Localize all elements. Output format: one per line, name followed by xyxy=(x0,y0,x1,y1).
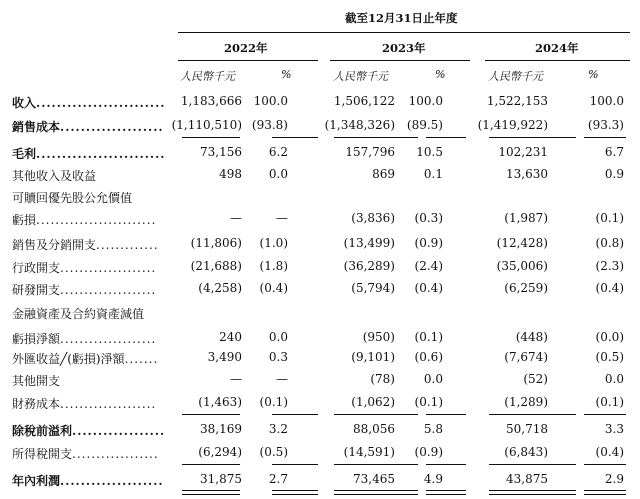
total-double-rule xyxy=(272,490,318,495)
value-cell: 1,522,153 xyxy=(486,94,548,108)
table-row xyxy=(0,281,640,299)
value-cell: (0.1) xyxy=(414,330,443,344)
table-row xyxy=(0,445,640,463)
table-row xyxy=(0,350,640,368)
subtotal-rule xyxy=(426,464,466,465)
row-label xyxy=(12,281,156,298)
value-cell: (1,348,326) xyxy=(324,118,395,132)
row-label xyxy=(12,145,165,162)
value-cell: 1,183,666 xyxy=(180,94,242,108)
value-cell: (35,006) xyxy=(496,259,548,273)
unit-rmb-2022: 人民幣千元 xyxy=(180,70,235,83)
value-cell: (0.3) xyxy=(414,211,443,225)
table-row xyxy=(0,145,640,163)
value-cell: (5,794) xyxy=(351,281,395,295)
table-row xyxy=(0,472,640,490)
unit-pct-2023: % xyxy=(435,68,446,81)
subtotal-rule xyxy=(272,137,318,138)
table-row xyxy=(0,372,640,390)
value-cell: 3.3 xyxy=(604,422,624,436)
row-label-text: 年內利潤 xyxy=(12,474,61,488)
value-cell: (93.8) xyxy=(251,118,288,132)
value-cell: 31,875 xyxy=(200,472,242,486)
total-double-rule xyxy=(334,490,418,495)
dot-leader: ......................... xyxy=(36,96,166,110)
row-label-text: 虧損 xyxy=(12,213,37,227)
row-label xyxy=(12,472,164,489)
table-row xyxy=(0,118,640,136)
value-cell: 43,875 xyxy=(506,472,548,486)
subtotal-rule xyxy=(584,414,626,415)
subtotal-rule xyxy=(334,137,418,138)
subtotal-rule xyxy=(584,464,626,465)
unit-pct-2022: % xyxy=(281,68,292,81)
value-cell: — xyxy=(230,211,242,225)
row-label-text: 銷售及分銷開支 xyxy=(12,238,97,252)
table-row xyxy=(0,167,640,185)
value-cell: (0.4) xyxy=(595,445,624,459)
row-label-text: 其他開支 xyxy=(12,374,61,388)
value-cell: 100.0 xyxy=(589,94,624,108)
subtotal-rule xyxy=(334,464,418,465)
value-cell: (0.1) xyxy=(259,395,288,409)
dot-leader: ....... xyxy=(124,352,159,366)
value-cell: (0.5) xyxy=(259,445,288,459)
row-label-text: 財務成本 xyxy=(12,397,61,411)
value-cell: 157,796 xyxy=(345,145,395,159)
value-cell: 0.0 xyxy=(604,372,624,386)
table-row xyxy=(0,330,640,348)
row-label-text: 虧損淨額 xyxy=(12,332,61,346)
value-cell: 2.7 xyxy=(268,472,288,486)
value-cell: (0.0) xyxy=(595,330,624,344)
value-cell: 498 xyxy=(219,167,242,181)
value-cell: 38,169 xyxy=(200,422,242,436)
row-label xyxy=(12,372,60,389)
row-label-text: 外匯收益╱(虧損)淨額 xyxy=(12,352,125,366)
value-cell: (0.4) xyxy=(414,281,443,295)
value-cell: (13,499) xyxy=(343,236,395,250)
subtotal-rule xyxy=(489,414,576,415)
table-row xyxy=(0,422,640,440)
row-label-text: 毛利 xyxy=(12,147,37,161)
year-rule-2022 xyxy=(178,60,318,61)
value-cell: (1,110,510) xyxy=(171,118,242,132)
value-cell: 3,490 xyxy=(207,350,242,364)
value-cell: 3.2 xyxy=(268,422,288,436)
value-cell: — xyxy=(276,372,288,386)
row-label-text: 研發開支 xyxy=(12,283,61,297)
value-cell: 13,630 xyxy=(506,167,548,181)
total-double-rule xyxy=(489,490,576,495)
total-double-rule xyxy=(426,490,466,495)
subtotal-rule xyxy=(489,137,576,138)
row-label-text: 銷售成本 xyxy=(12,120,61,134)
value-cell: 50,718 xyxy=(506,422,548,436)
unit-pct-2024: % xyxy=(588,68,599,81)
table-row xyxy=(0,305,640,323)
value-cell: 2.9 xyxy=(604,472,624,486)
value-cell: (1,463) xyxy=(198,395,242,409)
value-cell: 73,156 xyxy=(200,145,242,159)
row-label xyxy=(12,395,156,412)
value-cell: (1,289) xyxy=(504,395,548,409)
row-label-text: 可贖回優先股公允價值 xyxy=(12,191,133,205)
year-rule-2024 xyxy=(485,60,630,61)
value-cell: (93.3) xyxy=(587,118,624,132)
value-cell: (11,806) xyxy=(190,236,242,250)
year-header-2023: 2023年 xyxy=(382,41,426,55)
value-cell: (6,259) xyxy=(504,281,548,295)
value-cell: 100.0 xyxy=(408,94,443,108)
value-cell: (36,289) xyxy=(343,259,395,273)
value-cell: 5.8 xyxy=(423,422,443,436)
dot-leader: .................... xyxy=(60,120,164,134)
row-label xyxy=(12,167,96,184)
value-cell: (950) xyxy=(362,330,395,344)
year-rule-2023 xyxy=(330,60,470,61)
value-cell: — xyxy=(230,372,242,386)
value-cell: (21,688) xyxy=(190,259,242,273)
row-label-text: 行政開支 xyxy=(12,261,61,275)
unit-rmb-2024: 人民幣千元 xyxy=(488,70,543,83)
value-cell: (0.4) xyxy=(259,281,288,295)
dot-leader: .................... xyxy=(60,332,157,346)
value-cell: — xyxy=(276,211,288,225)
row-label xyxy=(12,211,156,228)
value-cell: 0.0 xyxy=(268,330,288,344)
value-cell: 0.9 xyxy=(604,167,624,181)
period-header: 截至12月31日止年度 xyxy=(345,11,458,25)
dot-leader: .................. xyxy=(72,447,159,461)
total-double-rule xyxy=(182,490,240,495)
subtotal-rule xyxy=(426,414,466,415)
value-cell: 100.0 xyxy=(253,94,288,108)
value-cell: (0.9) xyxy=(414,236,443,250)
value-cell: 0.0 xyxy=(268,167,288,181)
subtotal-rule xyxy=(489,464,576,465)
row-label xyxy=(12,350,158,367)
subtotal-rule xyxy=(182,464,240,465)
subtotal-rule xyxy=(334,414,418,415)
value-cell: (0.4) xyxy=(595,281,624,295)
value-cell: 10.5 xyxy=(416,145,443,159)
value-cell: (89.5) xyxy=(406,118,443,132)
row-label-text: 金融資產及合約資產減值 xyxy=(12,307,145,321)
value-cell: (4,258) xyxy=(198,281,242,295)
value-cell: (78) xyxy=(370,372,395,386)
dot-leader: .................. xyxy=(72,424,166,438)
row-label xyxy=(12,259,156,276)
value-cell: (2.4) xyxy=(414,259,443,273)
subtotal-rule xyxy=(272,414,318,415)
value-cell: 0.3 xyxy=(268,350,288,364)
value-cell: (0.1) xyxy=(414,395,443,409)
table-row xyxy=(0,236,640,254)
row-label xyxy=(12,305,144,322)
value-cell: (0.1) xyxy=(595,211,624,225)
row-label xyxy=(12,236,159,253)
total-double-rule xyxy=(584,490,626,495)
table-row xyxy=(0,395,640,413)
subtotal-rule xyxy=(182,137,240,138)
value-cell: 4.9 xyxy=(423,472,443,486)
row-label xyxy=(12,189,132,206)
value-cell: (0.5) xyxy=(595,350,624,364)
year-header-2024: 2024年 xyxy=(535,41,579,55)
value-cell: (448) xyxy=(515,330,548,344)
value-cell: (6,843) xyxy=(504,445,548,459)
value-cell: (14,591) xyxy=(343,445,395,459)
value-cell: (1,062) xyxy=(351,395,395,409)
value-cell: (0.6) xyxy=(414,350,443,364)
value-cell: 869 xyxy=(372,167,395,181)
year-header-2022: 2022年 xyxy=(224,41,268,55)
row-label xyxy=(12,422,165,439)
value-cell: (1,419,922) xyxy=(477,118,548,132)
value-cell: 88,056 xyxy=(353,422,395,436)
table-row xyxy=(0,259,640,277)
subtotal-rule xyxy=(182,414,240,415)
table-row xyxy=(0,94,640,112)
value-cell: 0.0 xyxy=(423,372,443,386)
unit-rmb-2023: 人民幣千元 xyxy=(333,70,388,83)
subtotal-rule xyxy=(426,137,466,138)
dot-leader: ......................... xyxy=(36,147,166,161)
table-row xyxy=(0,189,640,207)
table-row xyxy=(0,211,640,229)
value-cell: 6.7 xyxy=(604,145,624,159)
value-cell: 1,506,122 xyxy=(333,94,395,108)
row-label xyxy=(12,445,159,462)
value-cell: 73,465 xyxy=(353,472,395,486)
row-label xyxy=(12,330,156,347)
value-cell: (0.1) xyxy=(595,395,624,409)
value-cell: (1,987) xyxy=(504,211,548,225)
value-cell: (1.0) xyxy=(259,236,288,250)
value-cell: (0.8) xyxy=(595,236,624,250)
row-label xyxy=(12,94,165,111)
row-label-text: 收入 xyxy=(12,96,37,110)
value-cell: (52) xyxy=(523,372,548,386)
row-label xyxy=(12,118,164,135)
value-cell: (1.8) xyxy=(259,259,288,273)
dot-leader: ............. xyxy=(96,238,159,252)
value-cell: 102,231 xyxy=(498,145,548,159)
value-cell: (2.3) xyxy=(595,259,624,273)
dot-leader: ......................... xyxy=(36,213,157,227)
dot-leader: .................... xyxy=(60,261,157,275)
value-cell: (12,428) xyxy=(496,236,548,250)
subtotal-rule xyxy=(584,137,626,138)
subtotal-rule xyxy=(272,464,318,465)
value-cell: (9,101) xyxy=(351,350,395,364)
row-label-text: 除稅前溢利 xyxy=(12,424,73,438)
row-label-text: 其他收入及收益 xyxy=(12,169,97,183)
value-cell: (0.9) xyxy=(414,445,443,459)
value-cell: 240 xyxy=(219,330,242,344)
value-cell: (3,836) xyxy=(351,211,395,225)
value-cell: 0.1 xyxy=(423,167,443,181)
dot-leader: .................... xyxy=(60,283,157,297)
value-cell: (7,674) xyxy=(504,350,548,364)
value-cell: 6.2 xyxy=(268,145,288,159)
dot-leader: .................... xyxy=(60,397,157,411)
dot-leader: .................... xyxy=(60,474,164,488)
value-cell: (6,294) xyxy=(198,445,242,459)
row-label-text: 所得稅開支 xyxy=(12,447,73,461)
period-header-rule xyxy=(178,32,630,33)
